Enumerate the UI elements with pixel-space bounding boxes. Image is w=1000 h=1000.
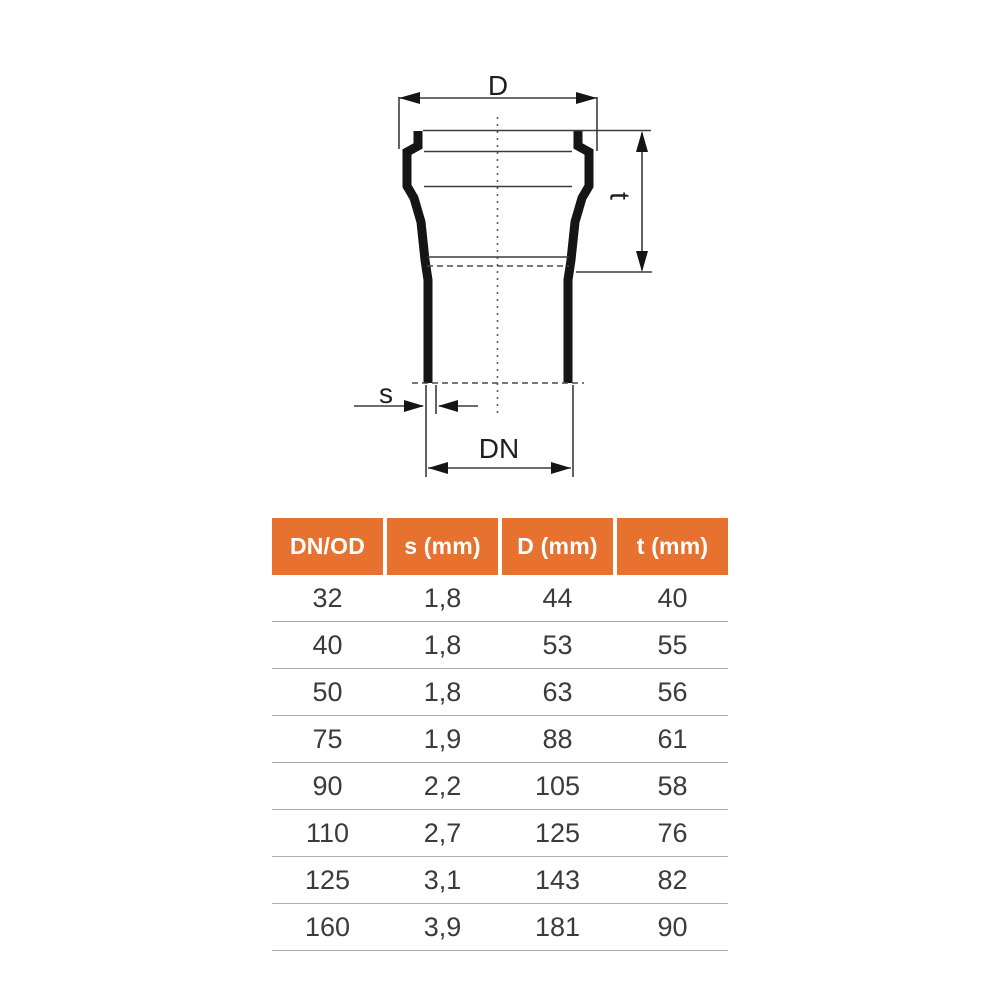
socket-wall-right [568,131,589,383]
cell-d: 105 [534,770,581,801]
cell-t: 58 [657,770,688,801]
cell-t: 82 [657,864,688,895]
table-row [272,904,728,951]
s-label: s [379,378,393,409]
cell-dn: 32 [312,582,343,613]
header-s-mm: s (mm) [387,518,498,575]
table-row [272,575,728,622]
cell-dn: 40 [312,629,343,660]
cell-d: 44 [542,582,573,613]
cell-t: 55 [657,629,688,660]
dimension-table [272,518,728,951]
header-t-mm: t (mm) [617,518,728,575]
cell-dn: 160 [304,911,351,942]
table-row [272,763,728,810]
cell-s: 1,8 [423,582,462,613]
cell-s: 3,1 [423,864,462,895]
cell-dn: 90 [312,770,343,801]
cell-s: 3,9 [423,911,462,942]
table-row [272,810,728,857]
table-row [272,857,728,904]
s-arrow-right [438,400,458,412]
d-label: D [487,70,509,101]
cell-dn: 125 [304,864,351,895]
cell-t: 90 [657,911,688,942]
cell-dn: 110 [305,817,350,848]
cell-s: 2,2 [423,770,462,801]
d-arrow-left [399,92,420,104]
cell-d: 125 [534,817,581,848]
header-dn-od: DN/OD [272,518,383,575]
cell-dn: 75 [312,723,343,754]
cell-s: 1,9 [423,723,462,754]
cell-s: 1,8 [423,676,462,707]
cell-d: 88 [542,723,573,754]
cell-t: 40 [657,582,688,613]
t-label: t [604,192,636,200]
table-header-row [272,518,728,575]
cell-d: 63 [542,676,573,707]
table-row [272,622,728,669]
dn-arrow-right [551,462,571,474]
t-arrow-top [636,131,648,152]
cell-dn: 50 [312,676,343,707]
cell-d: 181 [534,911,581,942]
dn-label: DN [478,433,520,464]
socket-wall-left [407,131,428,383]
cell-d: 143 [534,864,581,895]
cell-t: 76 [657,817,688,848]
s-arrow-left [404,400,424,412]
cell-t: 56 [657,676,688,707]
header-d-mm: D (mm) [502,518,613,575]
cell-s: 1,8 [423,629,462,660]
dn-arrow-left [428,462,448,474]
table-row [272,716,728,763]
table-row [272,669,728,716]
cell-t: 61 [657,723,688,754]
cell-s: 2,7 [423,817,462,848]
t-arrow-bottom [636,251,648,272]
cell-d: 53 [542,629,573,660]
d-arrow-right [576,92,597,104]
